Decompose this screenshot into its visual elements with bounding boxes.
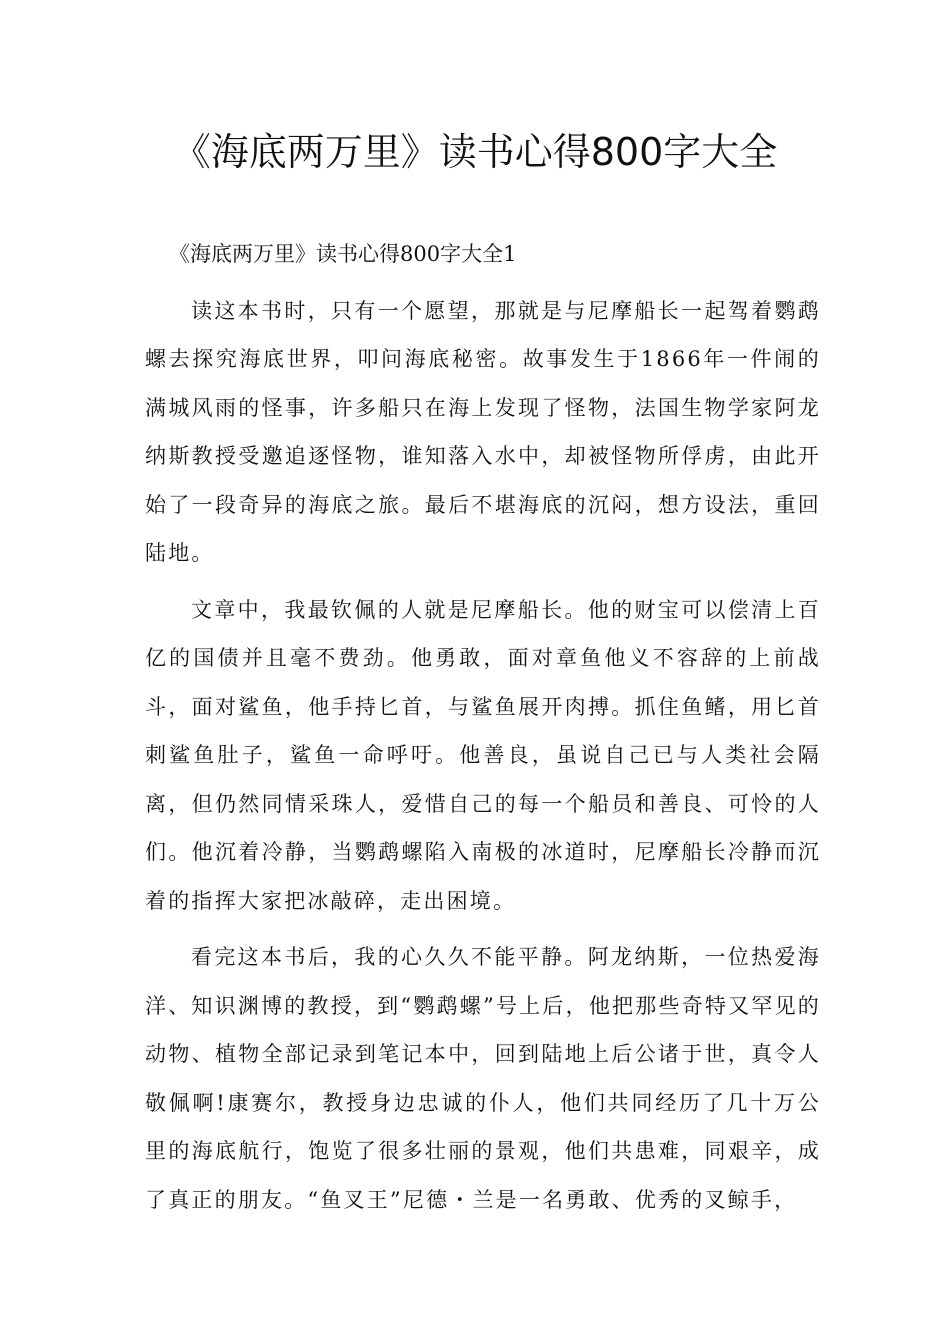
- paragraph-2: 文章中，我最钦佩的人就是尼摩船长。他的财宝可以偿清上百亿的国债并且毫不费劲。他勇敢，面对章鱼他义不容辞的上前战斗，面对鲨鱼，他手持匕首，与鲨鱼展开肉搏。抓住鱼鳍，用匕首刺鲨鱼肚子，鲨鱼一命呼吁。他善良，虽说自己已与人类社会隔离，但仍然同情采珠人，爱惜自己的每一个船员和善良、可怜的人们。他沉着冷静，当鹦鹉螺陷入南极的冰道时，尼摩船长冷静而沉着的指挥大家把冰敲碎，走出困境。: [145, 597, 821, 913]
- paragraph-1: 读这本书时，只有一个愿望，那就是与尼摩船长一起驾着鹦鹉螺去探究海底世界，叩问海底秘密。故事发生于1866年一件闹的满城风雨的怪事，许多船只在海上发现了怪物，法国生物学家阿龙纳斯教授受邀追逐怪物，谁知落入水中，却被怪物所俘虏，由此开始了一段奇异的海底之旅。最后不堪海底的沉闷，想方设法，重回陆地。: [145, 298, 821, 565]
- document-body: [145, 230, 821, 1232]
- paragraph-3: 看完这本书后，我的心久久不能平静。阿龙纳斯，一位热爱海洋、知识渊博的教授，到“鹦鹉螺”号上后，他把那些奇特又罕见的动物、植物全部记录到笔记本中，回到陆地上后公诸于世，真令人敬佩啊!康赛尔，教授身边忠诚的仆人，他们共同经历了几十万公里的海底航行，饱览了很多壮丽的景观，他们共患难，同艰辛，成了真正的朋友。“鱼叉王”尼德・兰是一名勇敢、优秀的叉鲸手，: [145, 945, 821, 1212]
- document-title: 《海底两万里》读书心得800字大全: [172, 130, 778, 174]
- section-heading: 《海底两万里》读书心得800字大全1: [169, 242, 517, 266]
